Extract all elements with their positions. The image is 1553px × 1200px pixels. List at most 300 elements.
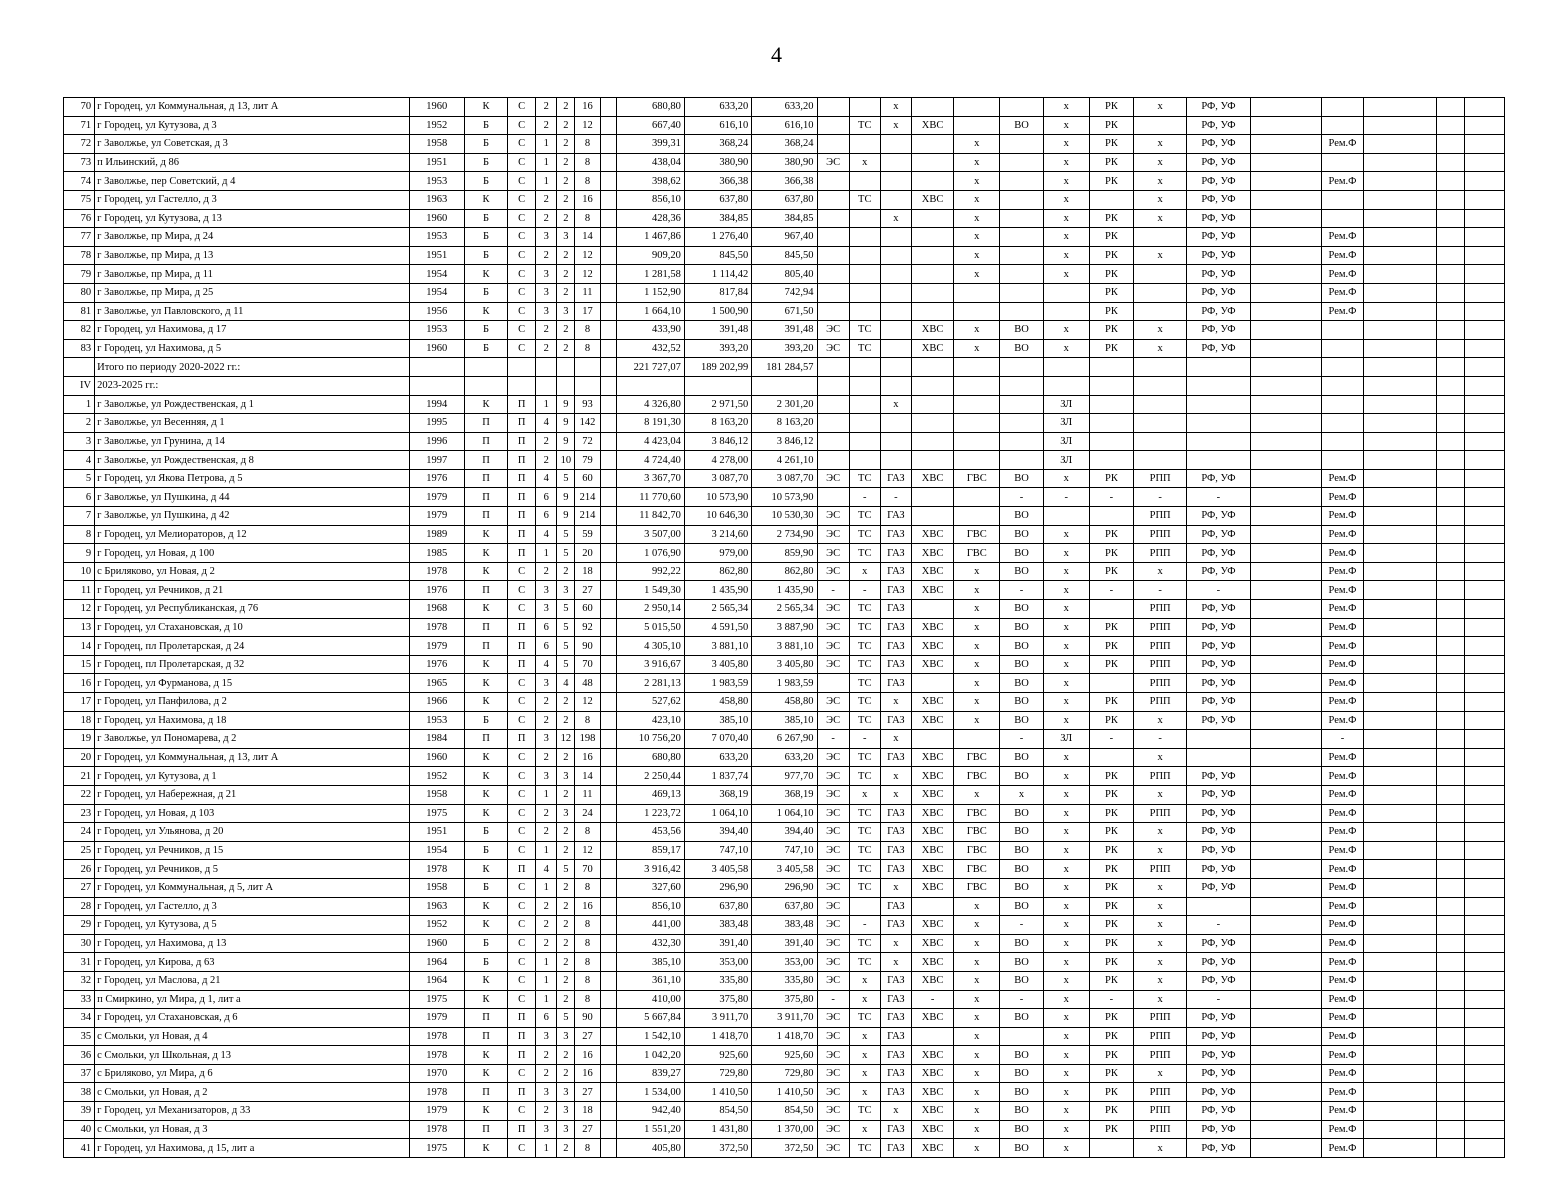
table-cell: 859,17 — [616, 841, 684, 860]
table-cell: ХВС — [911, 748, 953, 767]
table-cell: С — [508, 153, 536, 172]
table-cell — [1000, 302, 1043, 321]
table-cell: Рем.Ф — [1321, 246, 1363, 265]
table-cell: РПП — [1134, 1102, 1187, 1121]
table-cell — [600, 1139, 616, 1158]
table-cell — [1250, 209, 1321, 228]
table-cell — [1364, 172, 1437, 191]
table-cell: 3 — [536, 1083, 557, 1102]
table-cell: 3 405,80 — [684, 655, 751, 674]
table-cell: Б — [464, 841, 507, 860]
table-cell — [409, 376, 464, 395]
table-cell: 2 565,34 — [752, 600, 817, 619]
table-cell: ХВС — [911, 618, 953, 637]
table-cell: 1 983,59 — [684, 674, 751, 693]
table-cell: К — [464, 804, 507, 823]
table-cell — [684, 376, 751, 395]
table-cell: 7 070,40 — [684, 730, 751, 749]
table-cell: П — [464, 451, 507, 470]
table-cell — [1437, 934, 1464, 953]
table-cell: 2 — [536, 897, 557, 916]
table-cell: х — [1134, 897, 1187, 916]
table-cell: х — [1043, 637, 1089, 656]
table-cell: РК — [1089, 897, 1133, 916]
table-cell: 16 — [575, 748, 600, 767]
table-row — [64, 339, 1505, 358]
table-cell: 40 — [64, 1120, 95, 1139]
table-cell: 60 — [575, 469, 600, 488]
table-cell — [1250, 916, 1321, 935]
table-cell: 410,00 — [616, 990, 684, 1009]
table-cell: 967,40 — [752, 228, 817, 247]
table-cell: 18 — [64, 711, 95, 730]
table-cell: ВО — [1000, 823, 1043, 842]
table-cell: 2 — [536, 116, 557, 135]
table-cell — [1464, 116, 1504, 135]
table-cell: ЭС — [817, 878, 849, 897]
table-cell: 2 — [557, 283, 575, 302]
table-cell: г Заволжье, ул Рождественская, д 1 — [95, 395, 410, 414]
table-cell: 1 276,40 — [684, 228, 751, 247]
table-cell: 1 223,72 — [616, 804, 684, 823]
table-cell: Рем.Ф — [1321, 916, 1363, 935]
table-cell: 37 — [64, 1064, 95, 1083]
table-cell: 2 — [536, 1046, 557, 1065]
table-cell: П — [508, 1027, 536, 1046]
table-cell: ВО — [1000, 1083, 1043, 1102]
table-cell: РК — [1089, 228, 1133, 247]
table-cell: х — [1134, 153, 1187, 172]
table-row — [64, 971, 1505, 990]
table-cell — [1250, 228, 1321, 247]
table-cell: ХВС — [911, 655, 953, 674]
table-cell — [1437, 1064, 1464, 1083]
table-cell: 2 — [557, 246, 575, 265]
table-row — [64, 953, 1505, 972]
table-cell: РК — [1089, 767, 1133, 786]
table-cell: х — [880, 878, 911, 897]
table-cell: 12 — [575, 116, 600, 135]
table-cell: 862,80 — [684, 562, 751, 581]
table-cell — [600, 581, 616, 600]
table-cell: х — [1043, 953, 1089, 972]
table-cell: ТС — [849, 953, 880, 972]
table-cell: - — [1000, 916, 1043, 935]
table-cell: 10 756,20 — [616, 730, 684, 749]
table-cell: 3 881,10 — [684, 637, 751, 656]
table-cell: 859,90 — [752, 544, 817, 563]
table-cell — [1464, 507, 1504, 526]
table-cell: 3 — [64, 432, 95, 451]
table-cell: ХВС — [911, 878, 953, 897]
table-cell: 1953 — [409, 172, 464, 191]
table-cell — [600, 562, 616, 581]
table-cell: г Городец, ул Фурманова, д 15 — [95, 674, 410, 693]
table-cell: РК — [1089, 135, 1133, 154]
table-cell — [536, 376, 557, 395]
table-cell: 214 — [575, 488, 600, 507]
table-row — [64, 414, 1505, 433]
table-cell: Рем.Ф — [1321, 507, 1363, 526]
table-cell — [1321, 376, 1363, 395]
table-cell — [1250, 544, 1321, 563]
table-cell: 1 500,90 — [684, 302, 751, 321]
table-cell: ХВС — [911, 525, 953, 544]
table-cell: х — [954, 1083, 1000, 1102]
table-cell: 73 — [64, 153, 95, 172]
table-cell — [1043, 302, 1089, 321]
table-cell: х — [1043, 321, 1089, 340]
table-cell: 29 — [64, 916, 95, 935]
table-cell: х — [1134, 841, 1187, 860]
table-cell — [817, 98, 849, 117]
table-cell — [1437, 1102, 1464, 1121]
table-cell: 18 — [575, 562, 600, 581]
table-cell: 2 — [557, 209, 575, 228]
table-cell: х — [954, 265, 1000, 284]
table-cell: РФ, УФ — [1187, 469, 1250, 488]
table-cell: х — [1043, 265, 1089, 284]
table-cell — [600, 395, 616, 414]
table-row — [64, 395, 1505, 414]
table-cell: К — [464, 1139, 507, 1158]
table-row — [64, 1102, 1505, 1121]
table-cell — [1437, 878, 1464, 897]
table-cell: П — [508, 730, 536, 749]
table-cell — [1089, 414, 1133, 433]
table-cell: 296,90 — [684, 878, 751, 897]
table-cell: 6 — [64, 488, 95, 507]
table-cell: х — [1043, 916, 1089, 935]
table-cell: РК — [1089, 785, 1133, 804]
table-cell: г Городец, ул Нахимова, д 5 — [95, 339, 410, 358]
table-cell: С — [508, 953, 536, 972]
table-cell: 2 — [557, 934, 575, 953]
table-cell — [1437, 507, 1464, 526]
table-cell: ЭС — [817, 860, 849, 879]
table-cell — [1364, 209, 1437, 228]
table-cell: 17 — [575, 302, 600, 321]
table-cell: х — [954, 674, 1000, 693]
table-cell: х — [1043, 674, 1089, 693]
table-cell: г Городец, ул Кутузова, д 13 — [95, 209, 410, 228]
table-cell — [1464, 1064, 1504, 1083]
table-cell: 2 — [557, 190, 575, 209]
table-cell: 9 — [557, 488, 575, 507]
table-cell: х — [880, 785, 911, 804]
table-cell: ТС — [849, 600, 880, 619]
table-cell: г Городец, ул Стахановская, д 6 — [95, 1009, 410, 1028]
table-cell: ВО — [1000, 711, 1043, 730]
table-cell: х — [1043, 469, 1089, 488]
table-cell: х — [1134, 135, 1187, 154]
table-cell: 6 — [536, 488, 557, 507]
table-cell — [911, 395, 953, 414]
table-cell — [911, 376, 953, 395]
table-cell: 1953 — [409, 228, 464, 247]
table-cell — [1364, 414, 1437, 433]
table-cell: К — [464, 1064, 507, 1083]
table-cell: 2 971,50 — [684, 395, 751, 414]
table-cell — [600, 98, 616, 117]
table-cell: 1994 — [409, 395, 464, 414]
table-cell — [880, 302, 911, 321]
table-cell: 398,62 — [616, 172, 684, 191]
table-cell: ГАЗ — [880, 841, 911, 860]
table-cell: Рем.Ф — [1321, 693, 1363, 712]
table-cell — [911, 414, 953, 433]
table-cell: К — [464, 190, 507, 209]
table-cell: 79 — [64, 265, 95, 284]
table-cell: С — [508, 246, 536, 265]
table-cell — [464, 376, 507, 395]
table-cell: 438,04 — [616, 153, 684, 172]
table-cell — [1134, 395, 1187, 414]
table-cell: г Городец, ул Ульянова, д 20 — [95, 823, 410, 842]
table-cell: 1954 — [409, 265, 464, 284]
table-cell: х — [849, 1046, 880, 1065]
table-cell: РК — [1089, 711, 1133, 730]
table-cell: ГАЗ — [880, 916, 911, 935]
table-cell — [1250, 395, 1321, 414]
table-cell: х — [954, 785, 1000, 804]
table-cell — [600, 116, 616, 135]
table-cell: х — [1043, 618, 1089, 637]
table-cell — [1437, 618, 1464, 637]
table-cell — [954, 358, 1000, 377]
table-cell — [1464, 228, 1504, 247]
table-cell — [1437, 655, 1464, 674]
table-cell: х — [954, 1027, 1000, 1046]
table-cell: РФ, УФ — [1187, 1064, 1250, 1083]
table-cell: 1 837,74 — [684, 767, 751, 786]
table-cell: 19 — [64, 730, 95, 749]
table-cell: 3 — [557, 767, 575, 786]
table-cell — [911, 265, 953, 284]
table-cell — [1437, 135, 1464, 154]
table-cell: РПП — [1134, 1009, 1187, 1028]
table-cell — [600, 823, 616, 842]
table-cell: - — [1089, 581, 1133, 600]
table-cell: П — [508, 1083, 536, 1102]
table-cell: 4 724,40 — [616, 451, 684, 470]
table-cell — [1364, 1102, 1437, 1121]
table-cell: 925,60 — [752, 1046, 817, 1065]
table-cell: Рем.Ф — [1321, 860, 1363, 879]
table-cell: г Городец, ул Новая, д 100 — [95, 544, 410, 563]
table-cell: С — [508, 674, 536, 693]
table-cell: 9 — [557, 395, 575, 414]
table-cell: К — [464, 990, 507, 1009]
table-cell: 1 — [536, 172, 557, 191]
table-row — [64, 228, 1505, 247]
table-cell: 16 — [575, 897, 600, 916]
table-cell: ГАЗ — [880, 637, 911, 656]
table-cell — [1187, 730, 1250, 749]
table-cell: 16 — [575, 190, 600, 209]
table-cell: С — [508, 767, 536, 786]
table-cell: 12 — [575, 841, 600, 860]
table-cell: г Городец, ул Гастелло, д 3 — [95, 190, 410, 209]
table-cell: 12 — [575, 246, 600, 265]
table-cell: 20 — [64, 748, 95, 767]
table-cell: РФ, УФ — [1187, 562, 1250, 581]
table-cell: 2 — [557, 135, 575, 154]
table-cell: П — [508, 488, 536, 507]
table-cell: 198 — [575, 730, 600, 749]
table-cell — [849, 395, 880, 414]
table-cell — [1437, 748, 1464, 767]
table-cell: П — [464, 414, 507, 433]
table-cell: 30 — [64, 934, 95, 953]
table-cell: РК — [1089, 98, 1133, 117]
table-cell — [600, 488, 616, 507]
table-cell — [508, 358, 536, 377]
table-cell: ВО — [1000, 637, 1043, 656]
table-cell: ХВС — [911, 1046, 953, 1065]
table-cell: 3 087,70 — [684, 469, 751, 488]
table-row — [64, 507, 1505, 526]
table-cell: РК — [1089, 116, 1133, 135]
table-cell: 35 — [64, 1027, 95, 1046]
table-row — [64, 432, 1505, 451]
table-cell: ХВС — [911, 116, 953, 135]
table-cell: 5 — [557, 469, 575, 488]
table-cell: 1952 — [409, 916, 464, 935]
table-cell: Рем.Ф — [1321, 600, 1363, 619]
table-cell: 361,10 — [616, 971, 684, 990]
table-cell: РК — [1089, 172, 1133, 191]
table-cell: Рем.Ф — [1321, 934, 1363, 953]
table-cell: х — [1043, 562, 1089, 581]
table-cell: х — [954, 172, 1000, 191]
table-cell — [1250, 507, 1321, 526]
table-cell: РФ, УФ — [1187, 116, 1250, 135]
table-cell: 221 727,07 — [616, 358, 684, 377]
table-cell: ВО — [1000, 1139, 1043, 1158]
table-cell: РФ, УФ — [1187, 804, 1250, 823]
table-cell: ТС — [849, 711, 880, 730]
table-cell: 3 — [557, 1120, 575, 1139]
table-cell: ВО — [1000, 674, 1043, 693]
table-cell: 1 064,10 — [684, 804, 751, 823]
table-cell — [1464, 414, 1504, 433]
table-cell: РФ, УФ — [1187, 98, 1250, 117]
table-cell — [1464, 153, 1504, 172]
table-cell: 4 — [557, 674, 575, 693]
table-cell — [911, 507, 953, 526]
table-cell: 1 410,50 — [684, 1083, 751, 1102]
table-cell: РФ, УФ — [1187, 618, 1250, 637]
table-cell — [1437, 693, 1464, 712]
table-cell: 14 — [64, 637, 95, 656]
table-cell: 856,10 — [616, 897, 684, 916]
table-row — [64, 618, 1505, 637]
table-cell: ВО — [1000, 971, 1043, 990]
table-cell — [911, 674, 953, 693]
table-cell: 76 — [64, 209, 95, 228]
table-cell: С — [508, 581, 536, 600]
table-cell: РФ, УФ — [1187, 711, 1250, 730]
table-cell: ХВС — [911, 321, 953, 340]
table-cell: г Заволжье, ул Пушкина, д 42 — [95, 507, 410, 526]
table-cell — [817, 488, 849, 507]
table-cell: П — [508, 655, 536, 674]
table-cell: х — [849, 971, 880, 990]
table-cell: 633,20 — [752, 748, 817, 767]
table-cell — [1437, 804, 1464, 823]
table-cell: г Городец, ул Кутузова, д 5 — [95, 916, 410, 935]
table-cell: ГАЗ — [880, 562, 911, 581]
table-cell: 214 — [575, 507, 600, 526]
table-cell: 1968 — [409, 600, 464, 619]
table-cell: 368,19 — [752, 785, 817, 804]
table-cell: х — [880, 1102, 911, 1121]
table-cell — [600, 637, 616, 656]
table-cell: 1 281,58 — [616, 265, 684, 284]
table-cell: 399,31 — [616, 135, 684, 154]
table-cell: Б — [464, 246, 507, 265]
table-cell — [1437, 432, 1464, 451]
table-cell: ХВС — [911, 860, 953, 879]
table-cell: 372,50 — [752, 1139, 817, 1158]
table-cell: г Заволжье, пр Мира, д 11 — [95, 265, 410, 284]
table-cell: ТС — [849, 767, 880, 786]
table-cell — [1464, 897, 1504, 916]
table-cell: 9 — [64, 544, 95, 563]
table-cell: х — [954, 953, 1000, 972]
table-cell — [1437, 469, 1464, 488]
table-cell: 1979 — [409, 488, 464, 507]
table-cell: 671,50 — [752, 302, 817, 321]
table-cell — [1464, 246, 1504, 265]
table-cell — [1437, 897, 1464, 916]
table-cell — [1464, 376, 1504, 395]
table-cell: 1 983,59 — [752, 674, 817, 693]
table-cell — [1250, 1120, 1321, 1139]
table-cell — [1043, 376, 1089, 395]
table-cell — [1464, 1120, 1504, 1139]
table-cell — [1437, 562, 1464, 581]
table-cell: Рем.Ф — [1321, 544, 1363, 563]
table-cell — [1187, 395, 1250, 414]
table-cell: П — [508, 544, 536, 563]
table-cell: ХВС — [911, 339, 953, 358]
table-cell: 3 367,70 — [616, 469, 684, 488]
table-cell: х — [880, 395, 911, 414]
table-cell: ЭС — [817, 469, 849, 488]
table-cell: г Городец, ул Коммунальная, д 13, лит А — [95, 748, 410, 767]
table-cell: ГАЗ — [880, 897, 911, 916]
table-cell: РК — [1089, 1083, 1133, 1102]
table-cell — [1250, 637, 1321, 656]
table-cell: ГАЗ — [880, 1009, 911, 1028]
table-cell: - — [1089, 488, 1133, 507]
table-cell: Рем.Ф — [1321, 878, 1363, 897]
table-cell — [1464, 674, 1504, 693]
table-cell — [954, 451, 1000, 470]
table-cell: 394,40 — [684, 823, 751, 842]
table-cell: РФ, УФ — [1187, 265, 1250, 284]
table-cell — [1464, 823, 1504, 842]
table-cell: 854,50 — [684, 1102, 751, 1121]
table-cell: РПП — [1134, 693, 1187, 712]
table-cell: Б — [464, 172, 507, 191]
table-cell: 3 507,00 — [616, 525, 684, 544]
table-cell: РК — [1089, 618, 1133, 637]
table-cell: 1975 — [409, 804, 464, 823]
table-cell: РПП — [1134, 860, 1187, 879]
